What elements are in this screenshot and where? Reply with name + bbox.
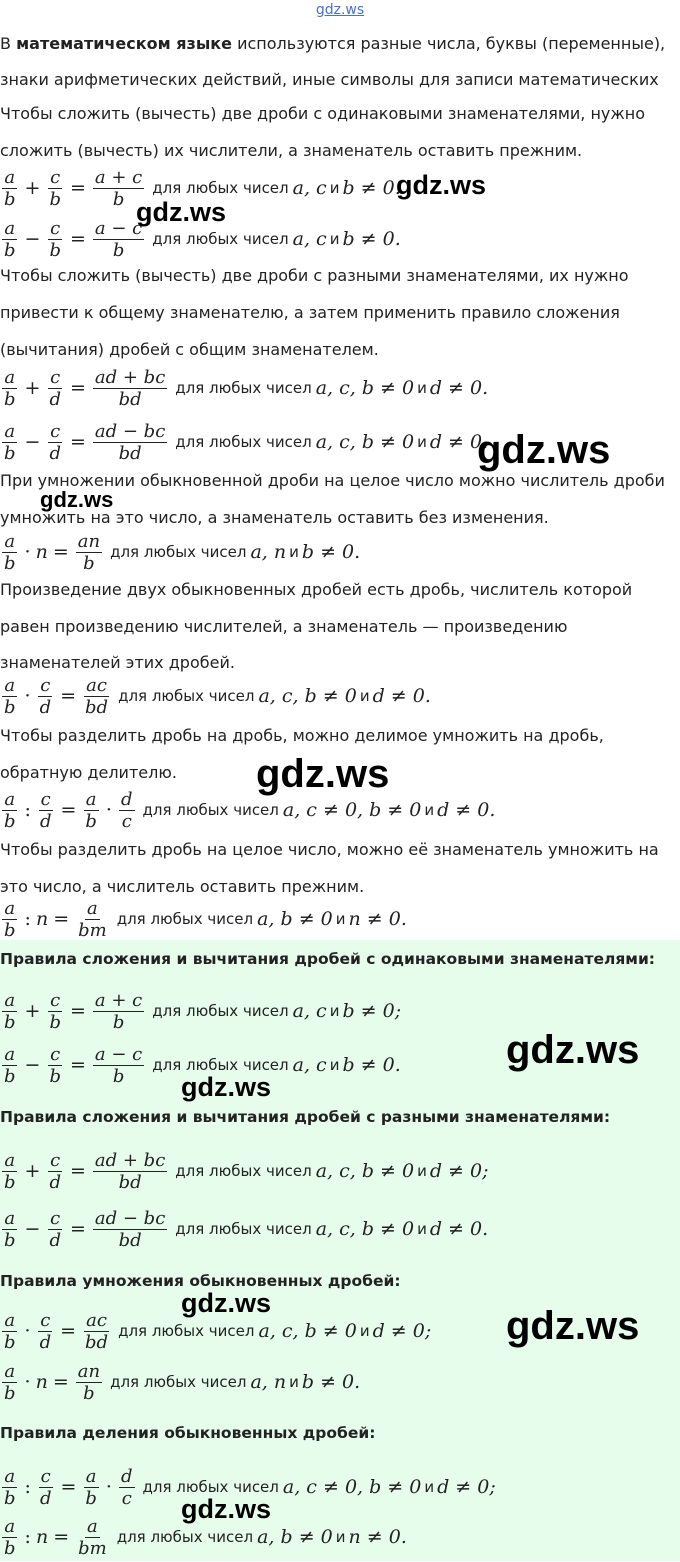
watermark: gdz.ws [477,428,611,472]
formula-sub-diff: a b − $\frac{c}{d}$ = $\frac{ad - bc}{bd}$ для любых чисел a, c, b ≠ 0 и d ≠ 0. [4,420,489,464]
rules-heading-multiply: Правила умножения обыкновенных дробей: [0,1272,401,1290]
paragraph-divide-frac: Чтобы разделить дробь на дробь, можно делимое умножить на дробь, [0,726,604,745]
watermark: gdz.ws [181,1494,272,1524]
paragraph-multiply-int: При умножении обыкновенной дроби на целое число можно числитель дроби [0,471,665,490]
watermark: gdz.ws [396,170,487,200]
paragraph-intro-line2: знаки арифметических действий, иные символы для записи математических [0,70,659,89]
site-link[interactable]: gdz.ws [315,2,365,18]
formula-div-int: a b : n = $\frac{a}{bm}$ для любых чисел a, b ≠ 0 и n ≠ 0. [4,897,407,941]
formula-sub-same: a b − $\frac{c}{b}$ = $\frac{a - c}{b}$ для любых чисел a, c и b ≠ 0. [4,217,401,261]
summary-mul-int: a b · n = $\frac{an}{b}$ для любых чисел a, n и b ≠ 0. [4,1360,361,1404]
paragraph-divide-int-line2: это число, а числитель оставить прежним. [0,877,365,896]
summary-mul-frac: a b · $\frac{c}{d}$ = $\frac{ac}{bd}$ для любых чисел a, c, b ≠ 0 и d ≠ 0; [4,1309,432,1353]
watermark: gdz.ws [181,1288,272,1318]
formula-add-same: a b + $\frac{c}{b}$ = $\frac{a + c}{b}$ для любых чисел a, c и b ≠ 0. [4,166,401,210]
summary-div-frac: a b : $\frac{c}{d}$ = $\frac{a}{b}$ · d c для любых чисел a, c ≠ 0, b ≠ 0 и d ≠ 0; [4,1465,496,1509]
formula-add-diff: a b + $\frac{c}{d}$ = $\frac{ad + bc}{bd}$ для любых чисел a, c, b ≠ 0 и d ≠ 0. [4,366,489,410]
formula-mul-int: a b · n = $\frac{an}{b}$ для любых чисел a, n и b ≠ 0. [4,530,361,574]
summary-add-diff: a b + $\frac{c}{d}$ = $\frac{ad + bc}{bd}$ для любых чисел a, c, b ≠ 0 и d ≠ 0; [4,1149,489,1193]
paragraph-product-line2: равен произведению числителей, а знаменатель — произведению [0,617,568,636]
watermark: gdz.ws [136,197,227,227]
summary-div-int: a b : n = $\frac{a}{bm}$ для любых чисел a, b ≠ 0 и n ≠ 0. [4,1515,407,1559]
formula-mul-frac: a b · $\frac{c}{d}$ = $\frac{ac}{bd}$ для любых чисел a, c, b ≠ 0 и d ≠ 0. [4,674,431,718]
paragraph-same-denominator-line2: сложить (вычесть) их числители, а знаменатель оставить прежним. [0,141,583,160]
watermark: gdz.ws [506,1028,640,1072]
watermark: gdz.ws [181,1072,272,1102]
formula-div-frac: a b : $\frac{c}{d}$ = $\frac{a}{b}$ · d c для любых чисел a, c ≠ 0, b ≠ 0 и d ≠ 0. [4,788,496,832]
paragraph-diff-denominator-line3: (вычитания) дробей с общим знаменателем. [0,340,379,359]
rules-heading-diff: Правила сложения и вычитания дробей с разными знаменателями: [0,1108,611,1126]
paragraph-multiply-int-line2: умножить на это число, а знаменатель оставить без изменения. [0,508,549,527]
paragraph-product-line3: знаменателей этих дробей. [0,653,235,672]
summary-sub-same: a b − $\frac{c}{b}$ = $\frac{a - c}{b}$ для любых чисел a, c и b ≠ 0. [4,1043,401,1087]
paragraph-intro: В математическом языке используются разные числа, буквы (переменные), [0,34,666,53]
rules-heading-divide: Правила деления обыкновенных дробей: [0,1424,376,1442]
rules-heading-same: Правила сложения и вычитания дробей с одинаковыми знаменателями: [0,950,656,968]
paragraph-diff-denominator-line2: привести к общему знаменателю, а затем применить правило сложения [0,303,620,322]
paragraph-divide-frac-line2: обратную делителю. [0,763,177,782]
watermark: gdz.ws [256,752,390,796]
paragraph-product: Произведение двух обыкновенных дробей есть дробь, числитель которой [0,580,633,599]
watermark: gdz.ws [506,1304,640,1348]
summary-sub-diff: a b − $\frac{c}{d}$ = $\frac{ad - bc}{bd}$ для любых чисел a, c, b ≠ 0 и d ≠ 0. [4,1207,489,1251]
paragraph-diff-denominator: Чтобы сложить (вычесть) две дроби с разными знаменателями, их нужно [0,266,629,285]
summary-add-same: a b + $\frac{c}{b}$ = $\frac{a + c}{b}$ для любых чисел a, c и b ≠ 0; [4,989,402,1033]
paragraph-divide-int: Чтобы разделить дробь на целое число, можно её знаменатель умножить на [0,840,659,859]
paragraph-same-denominator: Чтобы сложить (вычесть) две дроби с одинаковыми знаменателями, нужно [0,104,646,123]
watermark: gdz.ws [40,487,114,512]
